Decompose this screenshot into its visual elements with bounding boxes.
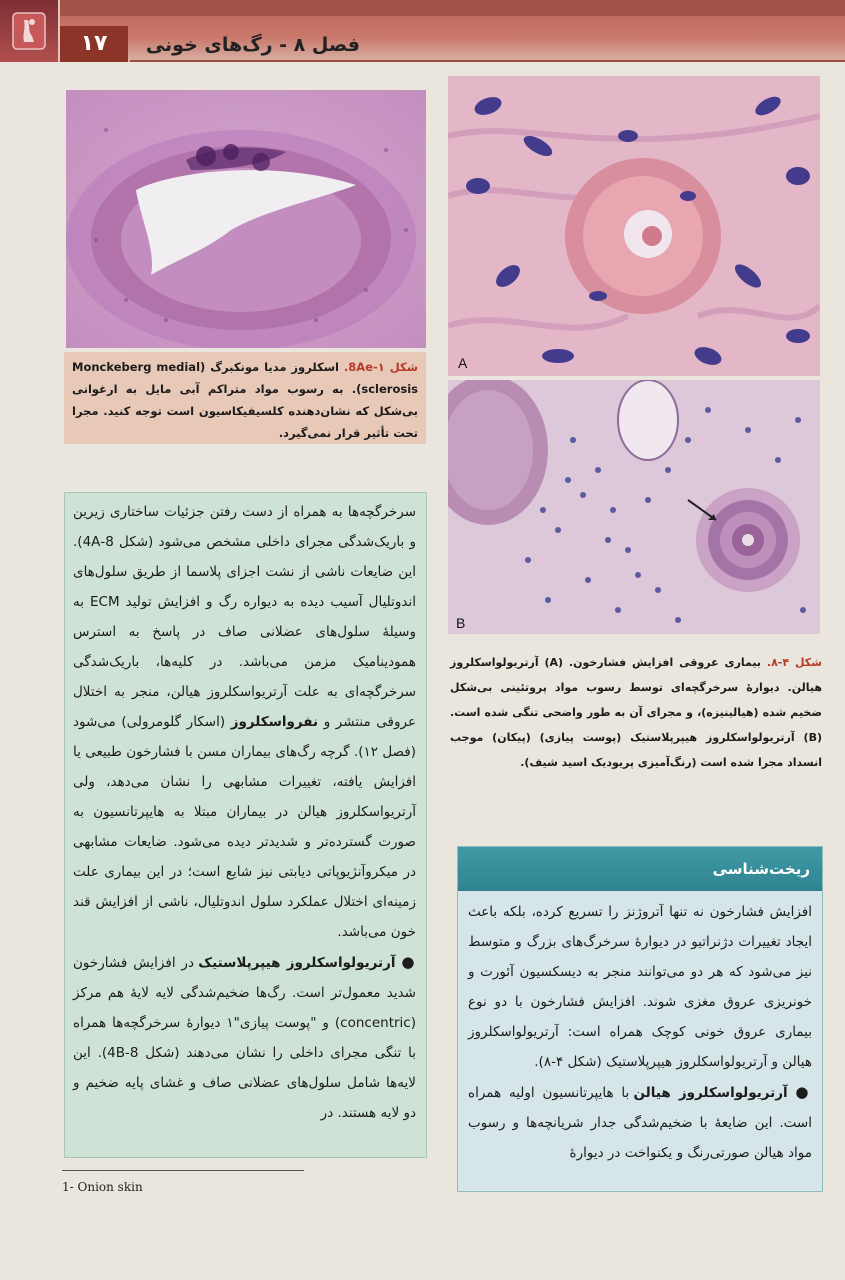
main-para1: سرخرگچه‌ها به همراه از دست رفتن جزئیات ساختاری زیرین و باریک‌شدگی مجرای داخلی مشخص می‌شود (شکل 8-4A). این ضایعات ناشی از نشت اجزای پلاسما از طریق سلول‌های اندوتلیال آسیب دیده به دیواره رگ و افزایش تولید ECM به وسیلهٔ سلول‌های عضلانی صاف در پاسخ به استرس همودینامیک مزمن می‌باشد. در کلیه‌ها، باریک‌شدگی سرخرگچه‌ای به علت آرتریواسکلروز هیالن، منجر به اختلال عروقی منتشر و <box>73 504 416 730</box>
main-paragraph-2 <box>73 947 416 1128</box>
bullet-icon: ● <box>401 953 417 971</box>
panel-label-b: B <box>456 615 466 631</box>
histology-artery-calcified-icon <box>66 90 426 348</box>
histology-para2-bold: آرتریولواسکلروز هیالن <box>633 1085 788 1101</box>
histology-title: ریخت‌شناسی <box>458 847 822 891</box>
main-para2-bold: آرتریولواسکلروز هیپرپلاستیک <box>198 955 396 971</box>
footnote: 1- Onion skin <box>62 1180 143 1194</box>
book-logo-icon <box>12 12 46 50</box>
histology-hyaline-arteriolosclerosis-icon <box>448 76 820 376</box>
page-number: ۱۷ <box>60 26 128 62</box>
header-topline <box>0 0 845 16</box>
main-para1-rest: (اسکار گلومرولی) می‌شود (فصل ۱۲). گرچه رگ‌های بیماران مسن با فشارخون طبیعی یا افزایش یافته، تغییرات مشابهی را نشان می‌دهد، ولی آرتریواسکلروز هیالن در بیماران مبتلا به هایپرتانسیون به صورت گسترده‌تر و شدیدتر دیده می‌شود. ضایعات مشابهی در میکروآنژیوپاتی دیابتی نیز شایع است؛ در این بیماری علت زمینه‌ای اختلال عملکرد سلول اندوتلیال، ناشی از افزایش قند خون می‌باشد. <box>73 714 416 940</box>
book-logo <box>0 0 60 62</box>
main-text-box <box>64 492 427 1158</box>
main-paragraph-1 <box>73 497 416 947</box>
caption-right-label: شکل ۴-۸. <box>766 656 822 669</box>
histology-body <box>458 891 822 1168</box>
chapter-title: فصل ۸ - رگ‌های خونی <box>145 34 360 56</box>
histology-box <box>457 846 823 1192</box>
header-rule <box>130 60 845 62</box>
caption-left-text: اسکلروز مدیا مونکبرگ (Monckeberg medial sclerosis). به رسوب مواد متراکم آبی مایل به ارغوانی بی‌شکل که نشان‌دهنده کلسیفیکاسیون است توجه کنید. مجرا تحت تأثیر قرار نمی‌گیرد. <box>72 360 418 440</box>
histology-para1: افزایش فشارخون نه تنها آتروژنز را تسریع کرده، بلکه باعث ایجاد تغییرات دژنراتیو در دیوارهٔ سرخرگ‌های بزرگ و متوسط نیز می‌شود که هر دو می‌توانند منجر به دیسکسیون آئورت و خونریزی عروق مغزی شوند. افزایش فشارخون با دو نوع بیماری عروق خونی کوچک همراه است: آرتریولواسکلروز هیالن و آرتریولواسکلروز هیپرپلاستیک (شکل ۴-۸). <box>468 904 812 1070</box>
main-para2: در افزایش فشارخون شدید معمول‌تر است. رگ‌ها ضخیم‌شدگی لایه لایهٔ هم مرکز (concentric) و "پوست پیازی"۱ دیوارهٔ سرخرگچه‌ها همراه با تنگی مجرای داخلی را نشان می‌دهند (شکل 8-4B). این لایه‌ها شامل سلول‌های عضلانی صاف و غشای پایه ضخیم و دو لایه هستند. در <box>73 955 416 1121</box>
histology-paragraph-2 <box>468 1077 812 1168</box>
figure-monckeberg-micrograph <box>66 90 426 348</box>
bullet-icon: ● <box>795 1083 812 1101</box>
caption-left-label: شکل ۱-8Ae. <box>343 360 419 374</box>
caption-right-text: بیماری عروقی افزایش فشارخون. (A) آرتریولواسکلروز هیالن. دیوارهٔ سرخرگچه‌ای توسط رسوب مواد پروتئینی بی‌شکل ضخیم شده (هیالینیزه)، و مجرای آن به طور واضحی تنگی شده است. (B) آرتریولواسکلروز هیپرپلاستیک (پوست پیازی) (پیکان) موجب انسداد مجرا شده است (رنگ‌آمیزی پریودیک اسید شیف). <box>450 656 822 769</box>
panel-label-a: A <box>458 355 468 371</box>
figure-caption-left <box>64 352 426 444</box>
histology-para2: با هایپرتانسیون اولیه همراه است. این ضایعهٔ با ضخیم‌شدگی جدار شریانچه‌ها و رسوب مواد هیالن صورتی‌رنگ و یکنواخت در دیوارهٔ <box>468 1085 812 1161</box>
main-para1-bold: نفرواسکلروز <box>230 714 319 730</box>
figure-hyperplastic-micrograph <box>448 380 820 634</box>
figure-hyaline-micrograph <box>448 76 820 376</box>
footnote-rule <box>62 1170 304 1171</box>
figure-caption-right <box>450 650 822 800</box>
histology-onion-skin-arteriole-icon <box>448 380 820 634</box>
